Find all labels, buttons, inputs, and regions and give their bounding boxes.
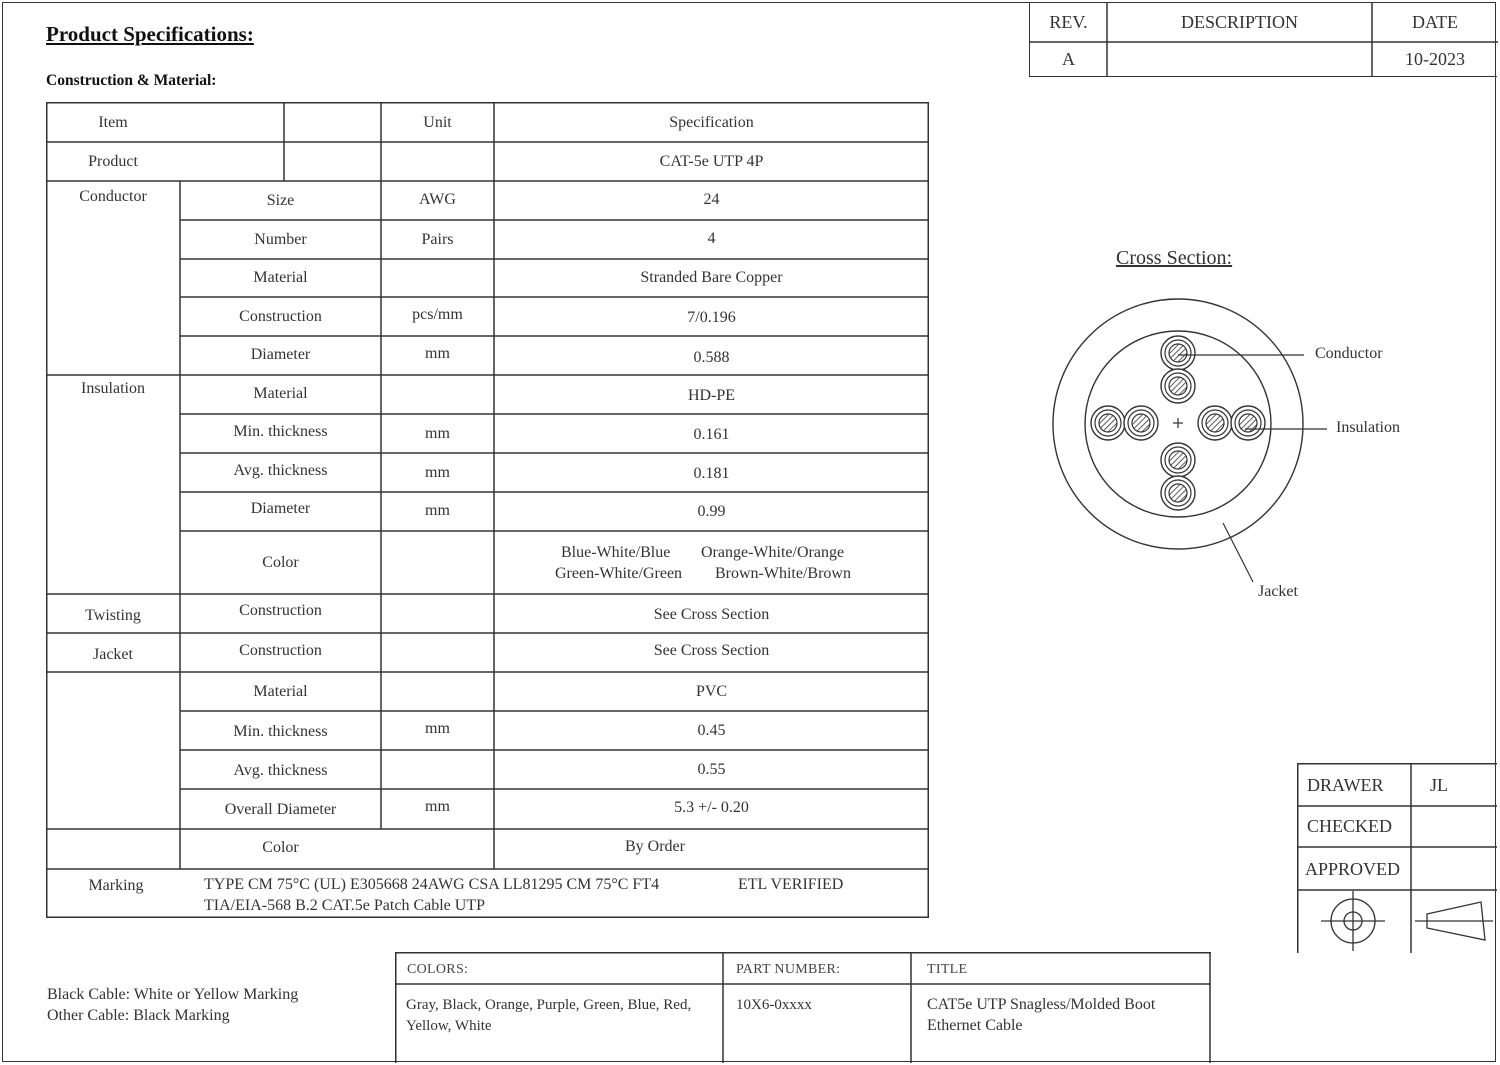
part-number-value: 10X6-0xxxx bbox=[736, 997, 812, 1013]
header-spec: Specification bbox=[669, 114, 754, 131]
marking-etl: ETL VERIFIED bbox=[738, 876, 844, 893]
conductor-core bbox=[1169, 451, 1187, 469]
product-spec: CAT-5e UTP 4P bbox=[659, 153, 764, 170]
table-cell: mm bbox=[425, 345, 450, 362]
insulated-core bbox=[1091, 406, 1125, 440]
conductor-core bbox=[1099, 414, 1117, 432]
cone-projection-icon bbox=[1415, 902, 1493, 940]
checked-label: CHECKED bbox=[1307, 816, 1392, 836]
color-pair-3: Green-White/Green bbox=[555, 565, 683, 582]
insulated-core bbox=[1161, 336, 1195, 370]
section-subtitle: Construction & Material: bbox=[46, 72, 217, 89]
insulated-core bbox=[1198, 406, 1232, 440]
rev-value: A bbox=[1062, 49, 1075, 69]
marking-line-1: TYPE CM 75°C (UL) E305668 24AWG CSA LL81295 CM 75°C FT4 bbox=[204, 876, 660, 893]
colors-line-1: Gray, Black, Orange, Purple, Green, Blue, Red, bbox=[406, 997, 692, 1013]
part-number-header: PART NUMBER: bbox=[736, 962, 841, 977]
description-value bbox=[1107, 42, 1372, 77]
twisting-spec: See Cross Section bbox=[653, 606, 770, 623]
jacket-label: Jacket bbox=[1258, 583, 1298, 600]
date-header: DATE bbox=[1412, 11, 1458, 32]
table-cell: 0.99 bbox=[697, 503, 726, 520]
table-cell: Stranded Bare Copper bbox=[640, 269, 783, 286]
colors-line-2: Yellow, White bbox=[406, 1018, 492, 1034]
title-line-1: CAT5e UTP Snagless/Molded Boot bbox=[927, 996, 1156, 1013]
twisting-construction: Construction bbox=[239, 602, 322, 619]
cross-section-title: Cross Section: bbox=[1116, 247, 1233, 269]
color-pair-4: Brown-White/Brown bbox=[715, 565, 851, 582]
table-cell: Material bbox=[253, 683, 308, 700]
table-cell: mm bbox=[425, 798, 450, 815]
table-cell: Overall Diameter bbox=[224, 801, 337, 818]
table-cell: 7/0.196 bbox=[687, 309, 736, 326]
table-cell: mm bbox=[425, 502, 450, 519]
rev-header: REV. bbox=[1049, 11, 1088, 32]
conductor-core bbox=[1206, 414, 1224, 432]
insulated-core bbox=[1161, 443, 1195, 477]
drawer-value: JL bbox=[1430, 775, 1448, 795]
insulation-label: Insulation bbox=[1336, 419, 1400, 436]
table-cell: Avg. thickness bbox=[233, 762, 328, 779]
conductor-core bbox=[1169, 377, 1187, 395]
table-cell: mm bbox=[425, 464, 450, 481]
table-cell: Min. thickness bbox=[233, 423, 328, 440]
jacket-color-spec: By Order bbox=[625, 838, 685, 855]
title-header: TITLE bbox=[927, 962, 968, 977]
table-cell: 4 bbox=[707, 230, 716, 247]
table-cell: Pairs bbox=[421, 231, 454, 248]
jacket-construction: Construction bbox=[239, 642, 322, 659]
group-conductor: Conductor bbox=[79, 188, 147, 205]
title-block bbox=[395, 952, 1211, 1063]
color-pair-2: Orange-White/Orange bbox=[701, 544, 845, 561]
table-cell: Size bbox=[266, 192, 295, 209]
date-value: 10-2023 bbox=[1405, 49, 1465, 69]
table-cell: 5.3 +/- 0.20 bbox=[674, 799, 749, 816]
approval-block bbox=[1297, 763, 1497, 953]
table-cell: 0.588 bbox=[693, 349, 730, 366]
description-header: DESCRIPTION bbox=[1180, 11, 1298, 32]
product-label: Product bbox=[88, 153, 138, 170]
insulated-core bbox=[1124, 406, 1158, 440]
header-item: Item bbox=[98, 114, 128, 131]
title-line-2: Ethernet Cable bbox=[927, 1017, 1023, 1034]
table-cell: Material bbox=[253, 385, 308, 402]
table-cell: 24 bbox=[703, 191, 720, 208]
conductor-core bbox=[1169, 484, 1187, 502]
page-title: Product Specifications: bbox=[46, 22, 254, 46]
target-symbol-icon bbox=[1321, 891, 1385, 951]
table-cell: Min. thickness bbox=[233, 723, 328, 740]
jacket-spec: See Cross Section bbox=[653, 642, 770, 659]
drawer-label: DRAWER bbox=[1307, 775, 1384, 795]
note-line-1: Black Cable: White or Yellow Marking bbox=[47, 986, 299, 1003]
insulation-color-label: Color bbox=[262, 554, 299, 571]
table-cell: Material bbox=[253, 269, 308, 286]
table-cell: Diameter bbox=[250, 346, 311, 363]
marking-line-2: TIA/EIA-568 B.2 CAT.5e Patch Cable UTP bbox=[204, 897, 485, 914]
colors-header: COLORS: bbox=[407, 962, 469, 977]
marking-notes bbox=[47, 984, 298, 1026]
table-cell: Number bbox=[254, 231, 307, 248]
conductor-core bbox=[1132, 414, 1150, 432]
conductor-core bbox=[1169, 344, 1187, 362]
revision-block bbox=[1029, 2, 1497, 77]
table-cell: PVC bbox=[695, 683, 728, 700]
cross-section-diagram bbox=[1040, 290, 1440, 610]
cable-cross-section bbox=[1040, 290, 1440, 610]
jacket-leader bbox=[1223, 523, 1253, 582]
table-cell: 0.161 bbox=[693, 426, 730, 443]
group-insulation: Insulation bbox=[81, 380, 145, 397]
table-cell: Construction bbox=[239, 308, 322, 325]
group-jacket: Jacket bbox=[93, 646, 133, 663]
table-cell: mm bbox=[425, 425, 450, 442]
insulated-core bbox=[1161, 369, 1195, 403]
approved-label: APPROVED bbox=[1305, 859, 1401, 879]
table-cell: AWG bbox=[419, 191, 456, 208]
jacket-color-label: Color bbox=[262, 839, 299, 856]
spec-table bbox=[46, 102, 929, 918]
table-cell: mm bbox=[425, 720, 450, 737]
color-pair-1: Blue-White/Blue bbox=[561, 544, 671, 561]
table-cell: 0.45 bbox=[697, 722, 726, 739]
table-cell: 0.55 bbox=[697, 761, 726, 778]
group-twisting: Twisting bbox=[85, 607, 141, 624]
header-unit: Unit bbox=[423, 114, 452, 131]
group-marking: Marking bbox=[88, 877, 144, 894]
table-cell: pcs/mm bbox=[412, 306, 463, 323]
insulated-core bbox=[1231, 406, 1265, 440]
table-cell: Diameter bbox=[250, 500, 311, 517]
note-line-2: Other Cable: Black Marking bbox=[47, 1007, 230, 1024]
conductor-label: Conductor bbox=[1315, 345, 1383, 362]
table-cell: HD-PE bbox=[687, 387, 736, 404]
table-cell: 0.181 bbox=[693, 465, 730, 482]
table-cell: Avg. thickness bbox=[233, 462, 328, 479]
insulated-core bbox=[1161, 476, 1195, 510]
